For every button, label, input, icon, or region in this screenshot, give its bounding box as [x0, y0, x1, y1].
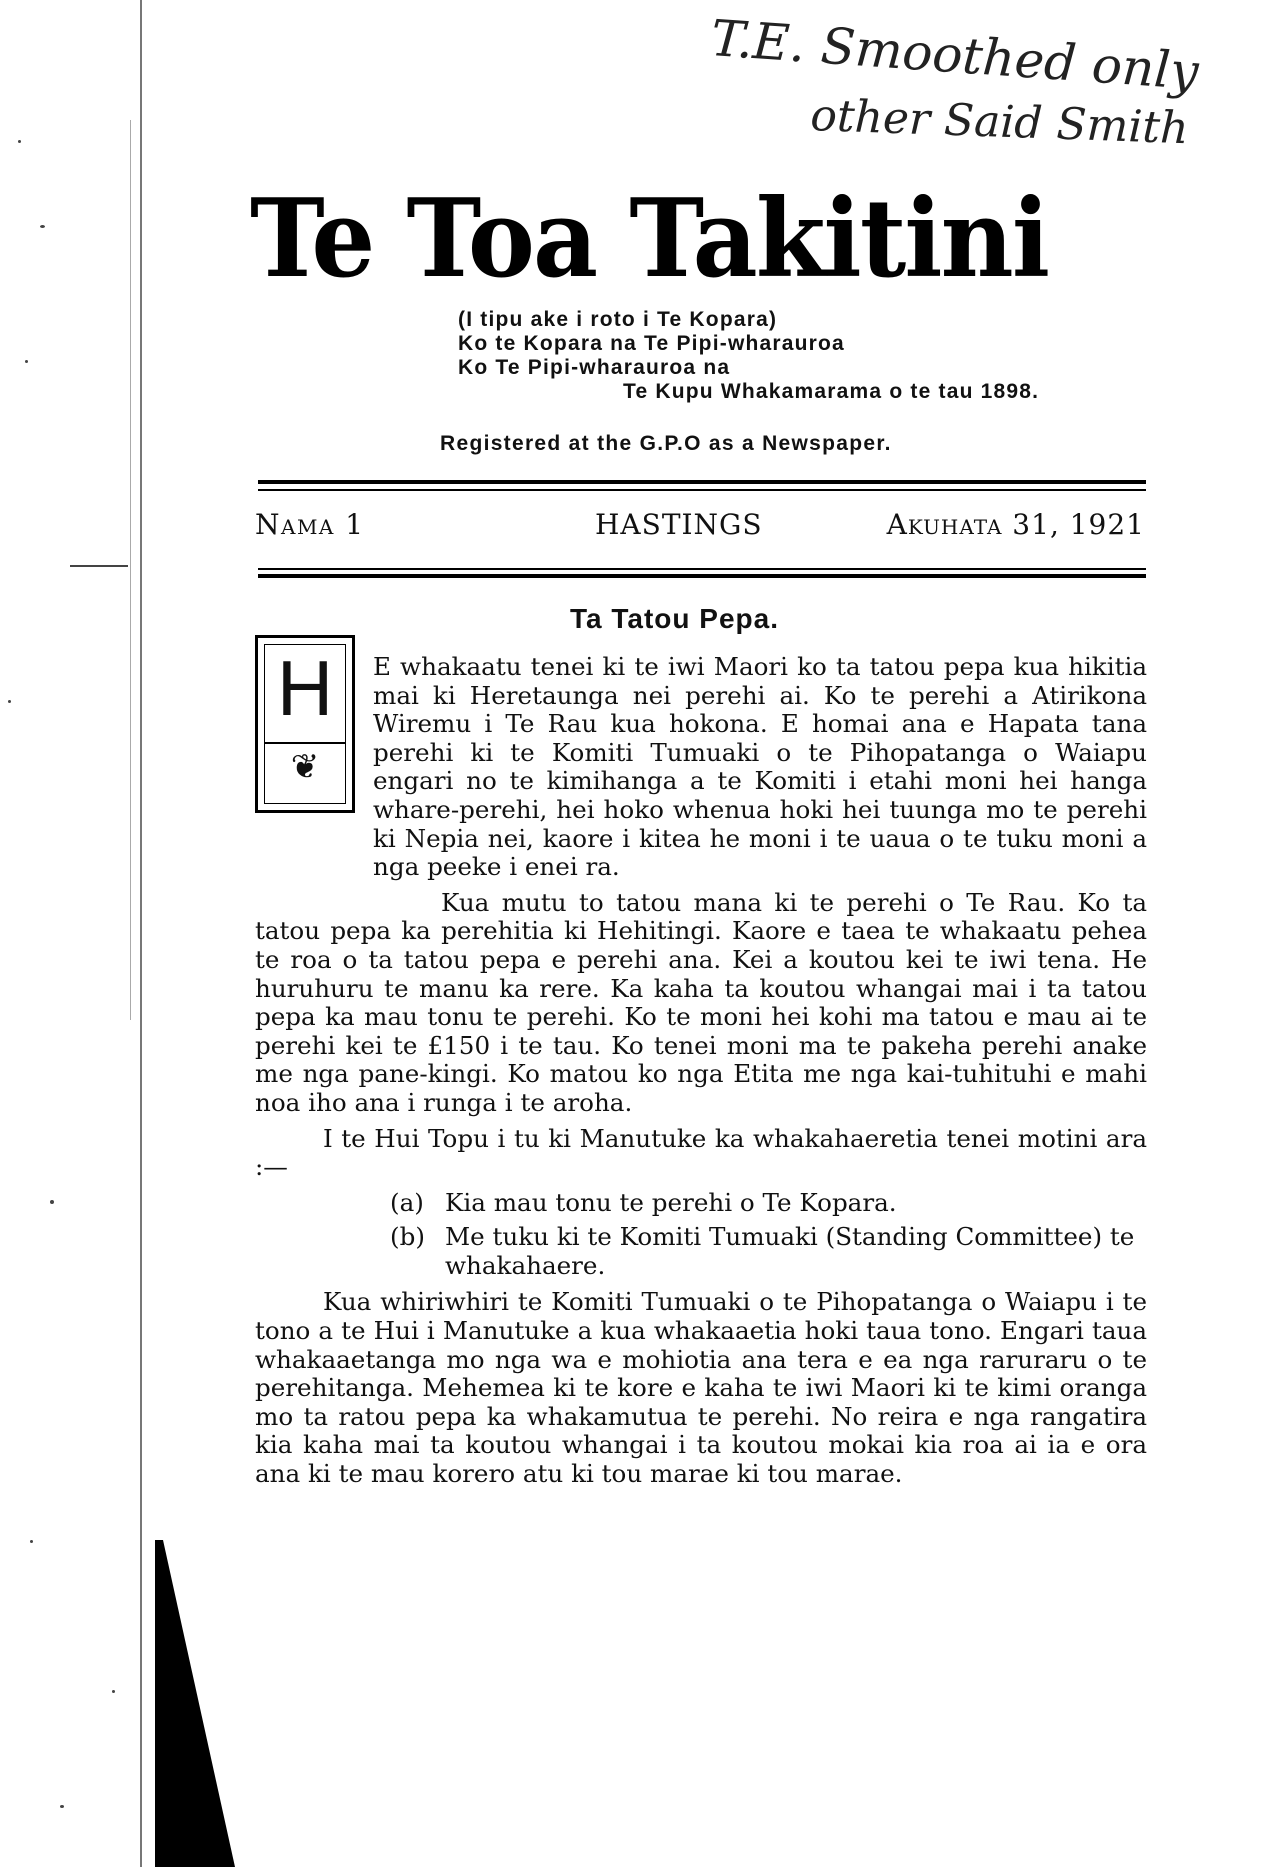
masthead-title: Te Toa Takitini — [250, 176, 1049, 302]
bottom-rule-thin — [258, 568, 1146, 570]
paragraph-1: E whakaatu tenei ki te iwi Maori ko ta tatou pepa kua hikitia mai ki Heretaunga nei perehi ai. Ko te perehi a Atirikona Wiremu i Te Rau kua hokona. E homai ana e Hapata tana perehi ki te Komiti Tumuaki o te Pihopatanga o Waiapu engari no te kimihanga a te Komiti i etahi moni hei hanga whare-perehi, hei hoko whenua hoki hei tuunga mo te perehi ki Nepia nei, kaore i kitea he moni i te uaua o te tuku moni a nga peeke i enei ra. — [373, 652, 1147, 882]
issue-number: Nama 1 — [255, 508, 365, 541]
issue-place: HASTINGS — [595, 508, 763, 541]
paragraph-4: Kua whiriwhiri te Komiti Tumuaki o te Pihopatanga o Waiapu i te tono a te Hui i Manutuke a kua whakaaetia hoki taua tono. Engari taua whakaaetanga mo nga wa e mohiotia ana tera e ea nga raruraru o te perehitanga. Mehemea ki te kore e kaha te iwi Maori ki te kimi oranga mo ta ratou pepa ka whakamutua te perehi. No reira e nga rangatira kia kaha mai ta koutou whangai i ta koutou mokai kia roa ai ia e ora ana ki te mau korero atu ki tou marae ki tou marae. — [255, 1287, 1147, 1489]
issue-date: Akuhata 31, 1921 — [886, 508, 1145, 541]
ornament-icon: ❦ — [290, 747, 320, 787]
top-rule-thin — [258, 489, 1146, 491]
subtitle-line-2: Ko te Kopara na Te Pipi-wharauroa — [458, 332, 845, 355]
subtitle-line-1: (I tipu ake i roto i Te Kopara) — [458, 308, 778, 331]
subtitle-line-3: Ko Te Pipi-wharauroa na — [458, 356, 731, 379]
registration-notice: Registered at the G.P.O as a Newspaper. — [440, 432, 892, 455]
handwriting-line-2: other Said Smith — [809, 90, 1190, 155]
motion-list — [255, 1189, 1147, 1281]
handwriting-line-1: T.E. Smoothed only — [709, 9, 1201, 102]
masthead-subtitle — [458, 308, 1158, 404]
motion-text: Kia mau tonu te perehi o Te Kopara. — [445, 1187, 897, 1217]
bottom-rule-thick — [258, 574, 1146, 578]
motion-marker: (a) — [390, 1187, 424, 1217]
subtitle-line-4: Te Kupu Whakamarama o te tau 1898. — [623, 380, 1040, 403]
list-item — [390, 1189, 1147, 1218]
handwritten-annotation — [700, 0, 1280, 190]
article-body — [255, 653, 1147, 1496]
motion-marker: (b) — [390, 1222, 425, 1252]
issue-bar — [255, 508, 1145, 548]
list-item — [390, 1223, 1147, 1280]
paragraph-3: I te Hui Topu i tu ki Manutuke ka whakahaeretia tenei motini ara :— — [255, 1123, 1147, 1182]
dropcap-letter: H — [276, 644, 334, 732]
article-title: Ta Tatou Pepa. — [570, 603, 779, 634]
top-rule-thick — [258, 480, 1146, 484]
motion-text: Me tuku ki te Komiti Tumuaki (Standing Committee) te whakahaere. — [445, 1222, 1135, 1280]
scan-edge-artifacts — [0, 0, 150, 1867]
scan-shadow-triangle — [155, 1540, 235, 1867]
paragraph-2: Kua mutu to tatou mana ki te perehi o Te Rau. Ko ta tatou pepa ka perehitia ki Hehitingi. Kaore e taea te whakaatu pehea te roa o ta tatou pepa e perehi ana. Kei a koutou kei te iwi tena. He huruhuru te manu ka rere. Ka kaha ta koutou whangai mai i ta tatou pepa ka mau tonu te perehi. Ko te moni hei kohi ma tatou e mau ai te perehi kei te £150 i te tau. Ko tenei moni ma te pakeha perehi anake me nga pane-kingi. Ko matou ko nga Etita me nga kai-tuhituhi e mahi noa iho ana i runga i te aroha. — [255, 887, 1147, 1117]
